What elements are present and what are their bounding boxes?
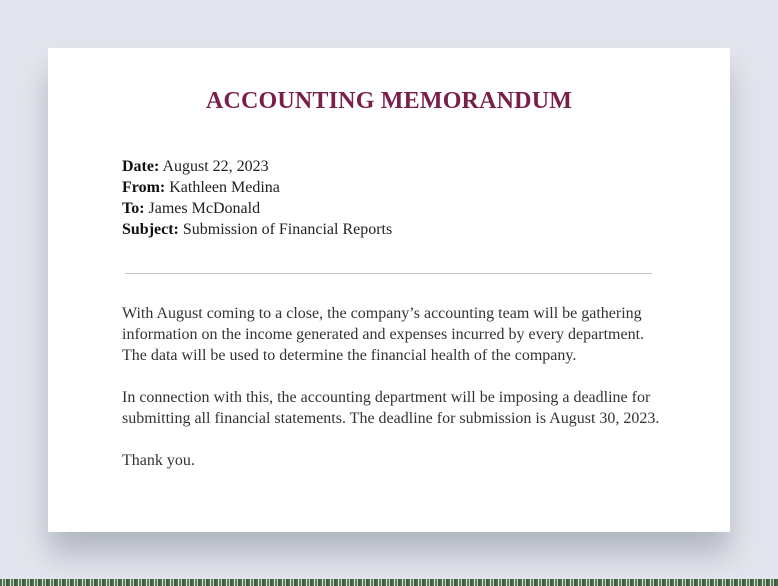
from-value: Kathleen Medina bbox=[169, 179, 280, 196]
closing-line: Thank you. bbox=[122, 452, 195, 469]
to-label: To: bbox=[122, 200, 145, 217]
header-divider bbox=[125, 273, 652, 274]
subject-field bbox=[122, 219, 392, 240]
subject-value: Submission of Financial Reports bbox=[182, 221, 393, 238]
to-field bbox=[122, 198, 392, 219]
to-value: James McDonald bbox=[148, 200, 261, 217]
date-label: Date: bbox=[122, 158, 160, 175]
body-paragraph: In connection with this, the accounting department will be imposing a deadline for submitting all financial statements. The deadline for submission is August 30, 2023. bbox=[122, 389, 660, 427]
bottom-edge-strip bbox=[0, 579, 778, 586]
from-label: From: bbox=[122, 179, 166, 196]
subject-label: Subject: bbox=[122, 221, 179, 238]
memo-header-fields bbox=[122, 156, 392, 240]
date-field bbox=[122, 156, 392, 177]
body-paragraph: With August coming to a close, the company’s accounting team will be gathering information on the income generated and expenses incurred by every department. The data will be used to determine the financial health of the company. bbox=[122, 305, 645, 364]
from-field bbox=[122, 177, 392, 198]
memo-page bbox=[48, 48, 730, 532]
memo-body bbox=[122, 303, 667, 492]
memo-title: ACCOUNTING MEMORANDUM bbox=[205, 88, 573, 114]
date-value: August 22, 2023 bbox=[162, 158, 269, 175]
